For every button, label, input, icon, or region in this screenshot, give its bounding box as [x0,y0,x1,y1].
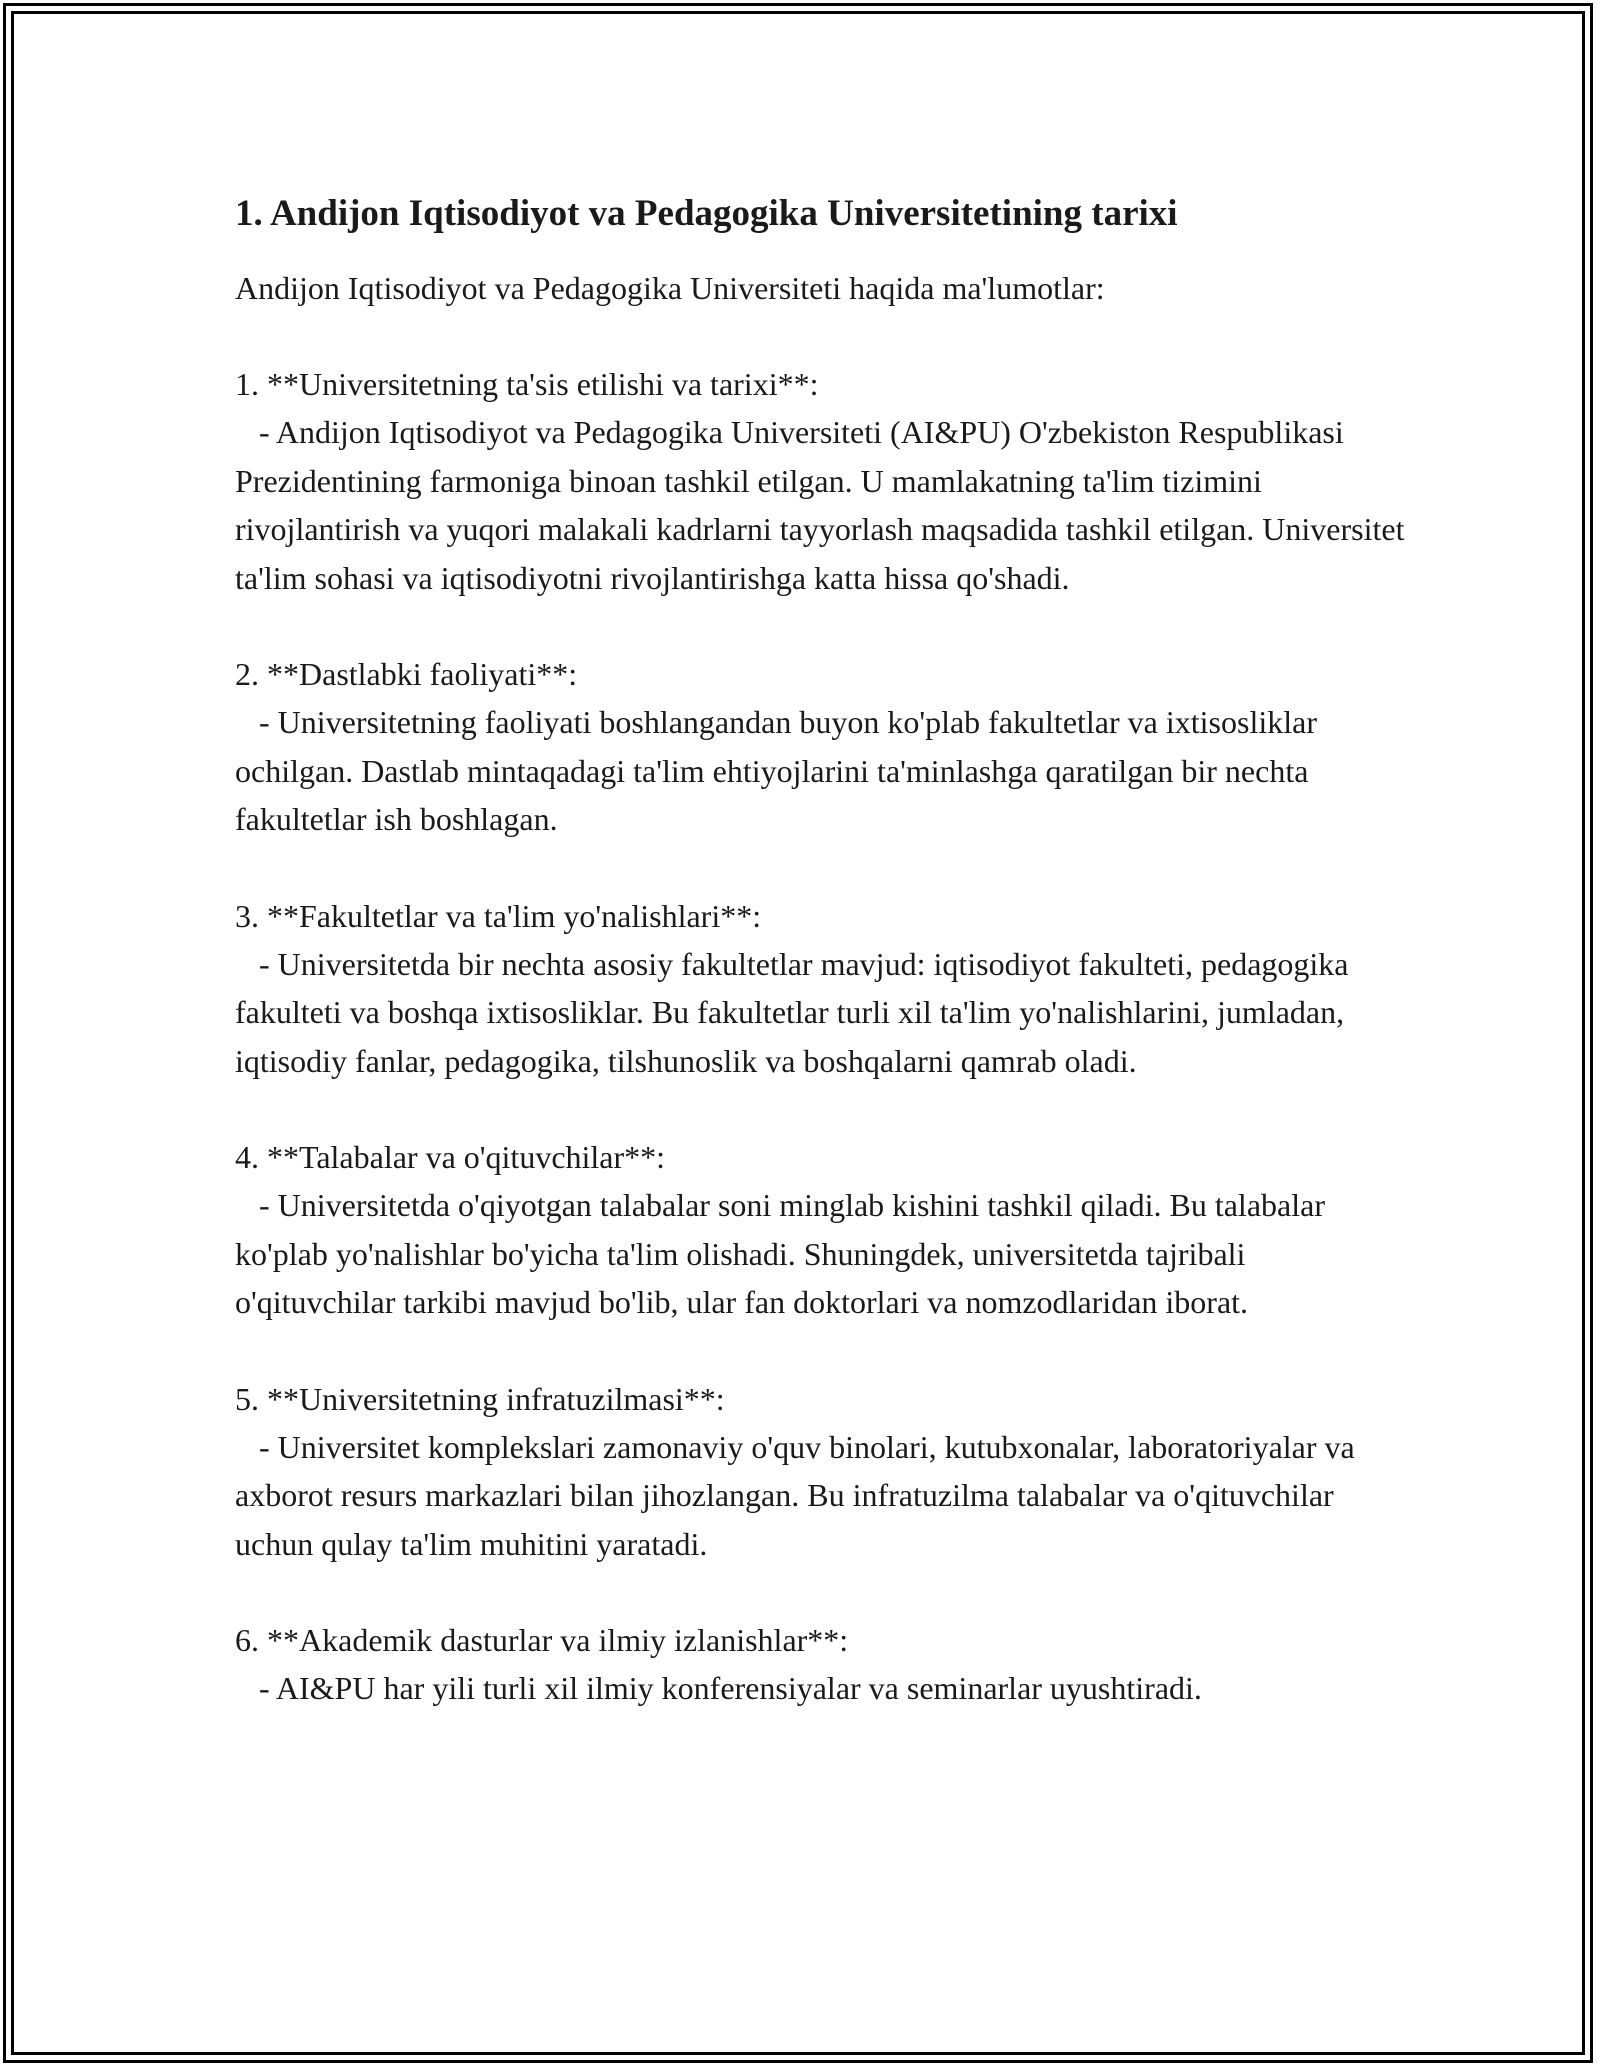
section-heading: 4. **Talabalar va o'qituvchilar**: [235,1139,666,1175]
document-content [235,186,1413,1761]
section-body: - Universitet komplekslari zamonaviy o'quv binolari, kutubxonalar, laboratoriyalar va axborot resurs markazlari bilan jihozlangan. Bu infratuzilma talabalar va o'qituvchilar uchun qulay ta'lim muhitini yaratadi. [235,1428,1363,1562]
section-heading: 6. **Akademik dasturlar va ilmiy izlanishlar**: [235,1622,849,1658]
section-body: - Andijon Iqtisodiyot va Pedagogika Universiteti (AI&PU) O'zbekiston Respublikasi Prezidentining farmoniga binoan tashkil etilgan. U mamlakatning ta'lim tizimini rivojlantirish va yuqori malakali kadrlarni tayyorlash maqsadida tashkil etilgan. Universitet ta'lim sohasi va iqtisodiyotni rivojlantirishga katta hissa qo'shadi. [235,414,1413,596]
section-heading: 5. **Universitetning infratuzilmasi**: [235,1380,725,1417]
section-heading: 2. **Dastlabki faoliyati**: [235,656,578,692]
document-title: 1. Andijon Iqtisodiyot va Pedagogika Universitetining tarixi [235,193,1178,234]
section-body: - Universitetning faoliyati boshlangandan buyon ko'plab fakultetlar va ixtisosliklar ochilgan. Dastlab mintaqadagi ta'lim ehtiyojlarini ta'minlashga qaratilgan bir nechta fakultetlar ish boshlagan. [235,704,1325,837]
section-body: - Universitetda bir nechta asosiy fakultetlar mavjud: iqtisodiyot fakulteti, pedagogika fakulteti va boshqa ixtisosliklar. Bu fakultetlar turli xil ta'lim yo'nalishlarini, jumladan, iqtisodiy fanlar, pedagogika, tilshunoslik va boshqalarni qamrab oladi. [235,945,1357,1079]
section-body: - Universitetda o'qiyotgan talabalar soni minglab kishini tashkil qiladi. Bu talabalar ko'plab yo'nalishlar bo'yicha ta'lim olishadi. Shuningdek, universitetda tajribali o'qituvchilar tarkibi mavjud bo'lib, ular fan doktorlari va nomzodlaridan iborat. [235,1187,1333,1320]
section-6 [235,1616,1405,1713]
section-1 [235,360,1413,602]
section-2 [235,650,1405,844]
section-heading: 3. **Fakultetlar va ta'lim yo'nalishlari**: [235,897,762,934]
section-3 [235,892,1405,1086]
document-intro: Andijon Iqtisodiyot va Pedagogika Universiteti haqida ma'lumotlar: [235,270,1105,306]
section-heading: 1. **Universitetning ta'sis etilishi va tarixi**: [235,366,819,402]
section-5 [235,1375,1405,1569]
section-body: - AI&PU har yili turli xil ilmiy konferensiyalar va seminarlar uyushtiradi. [235,1670,1202,1706]
section-4 [235,1133,1405,1327]
